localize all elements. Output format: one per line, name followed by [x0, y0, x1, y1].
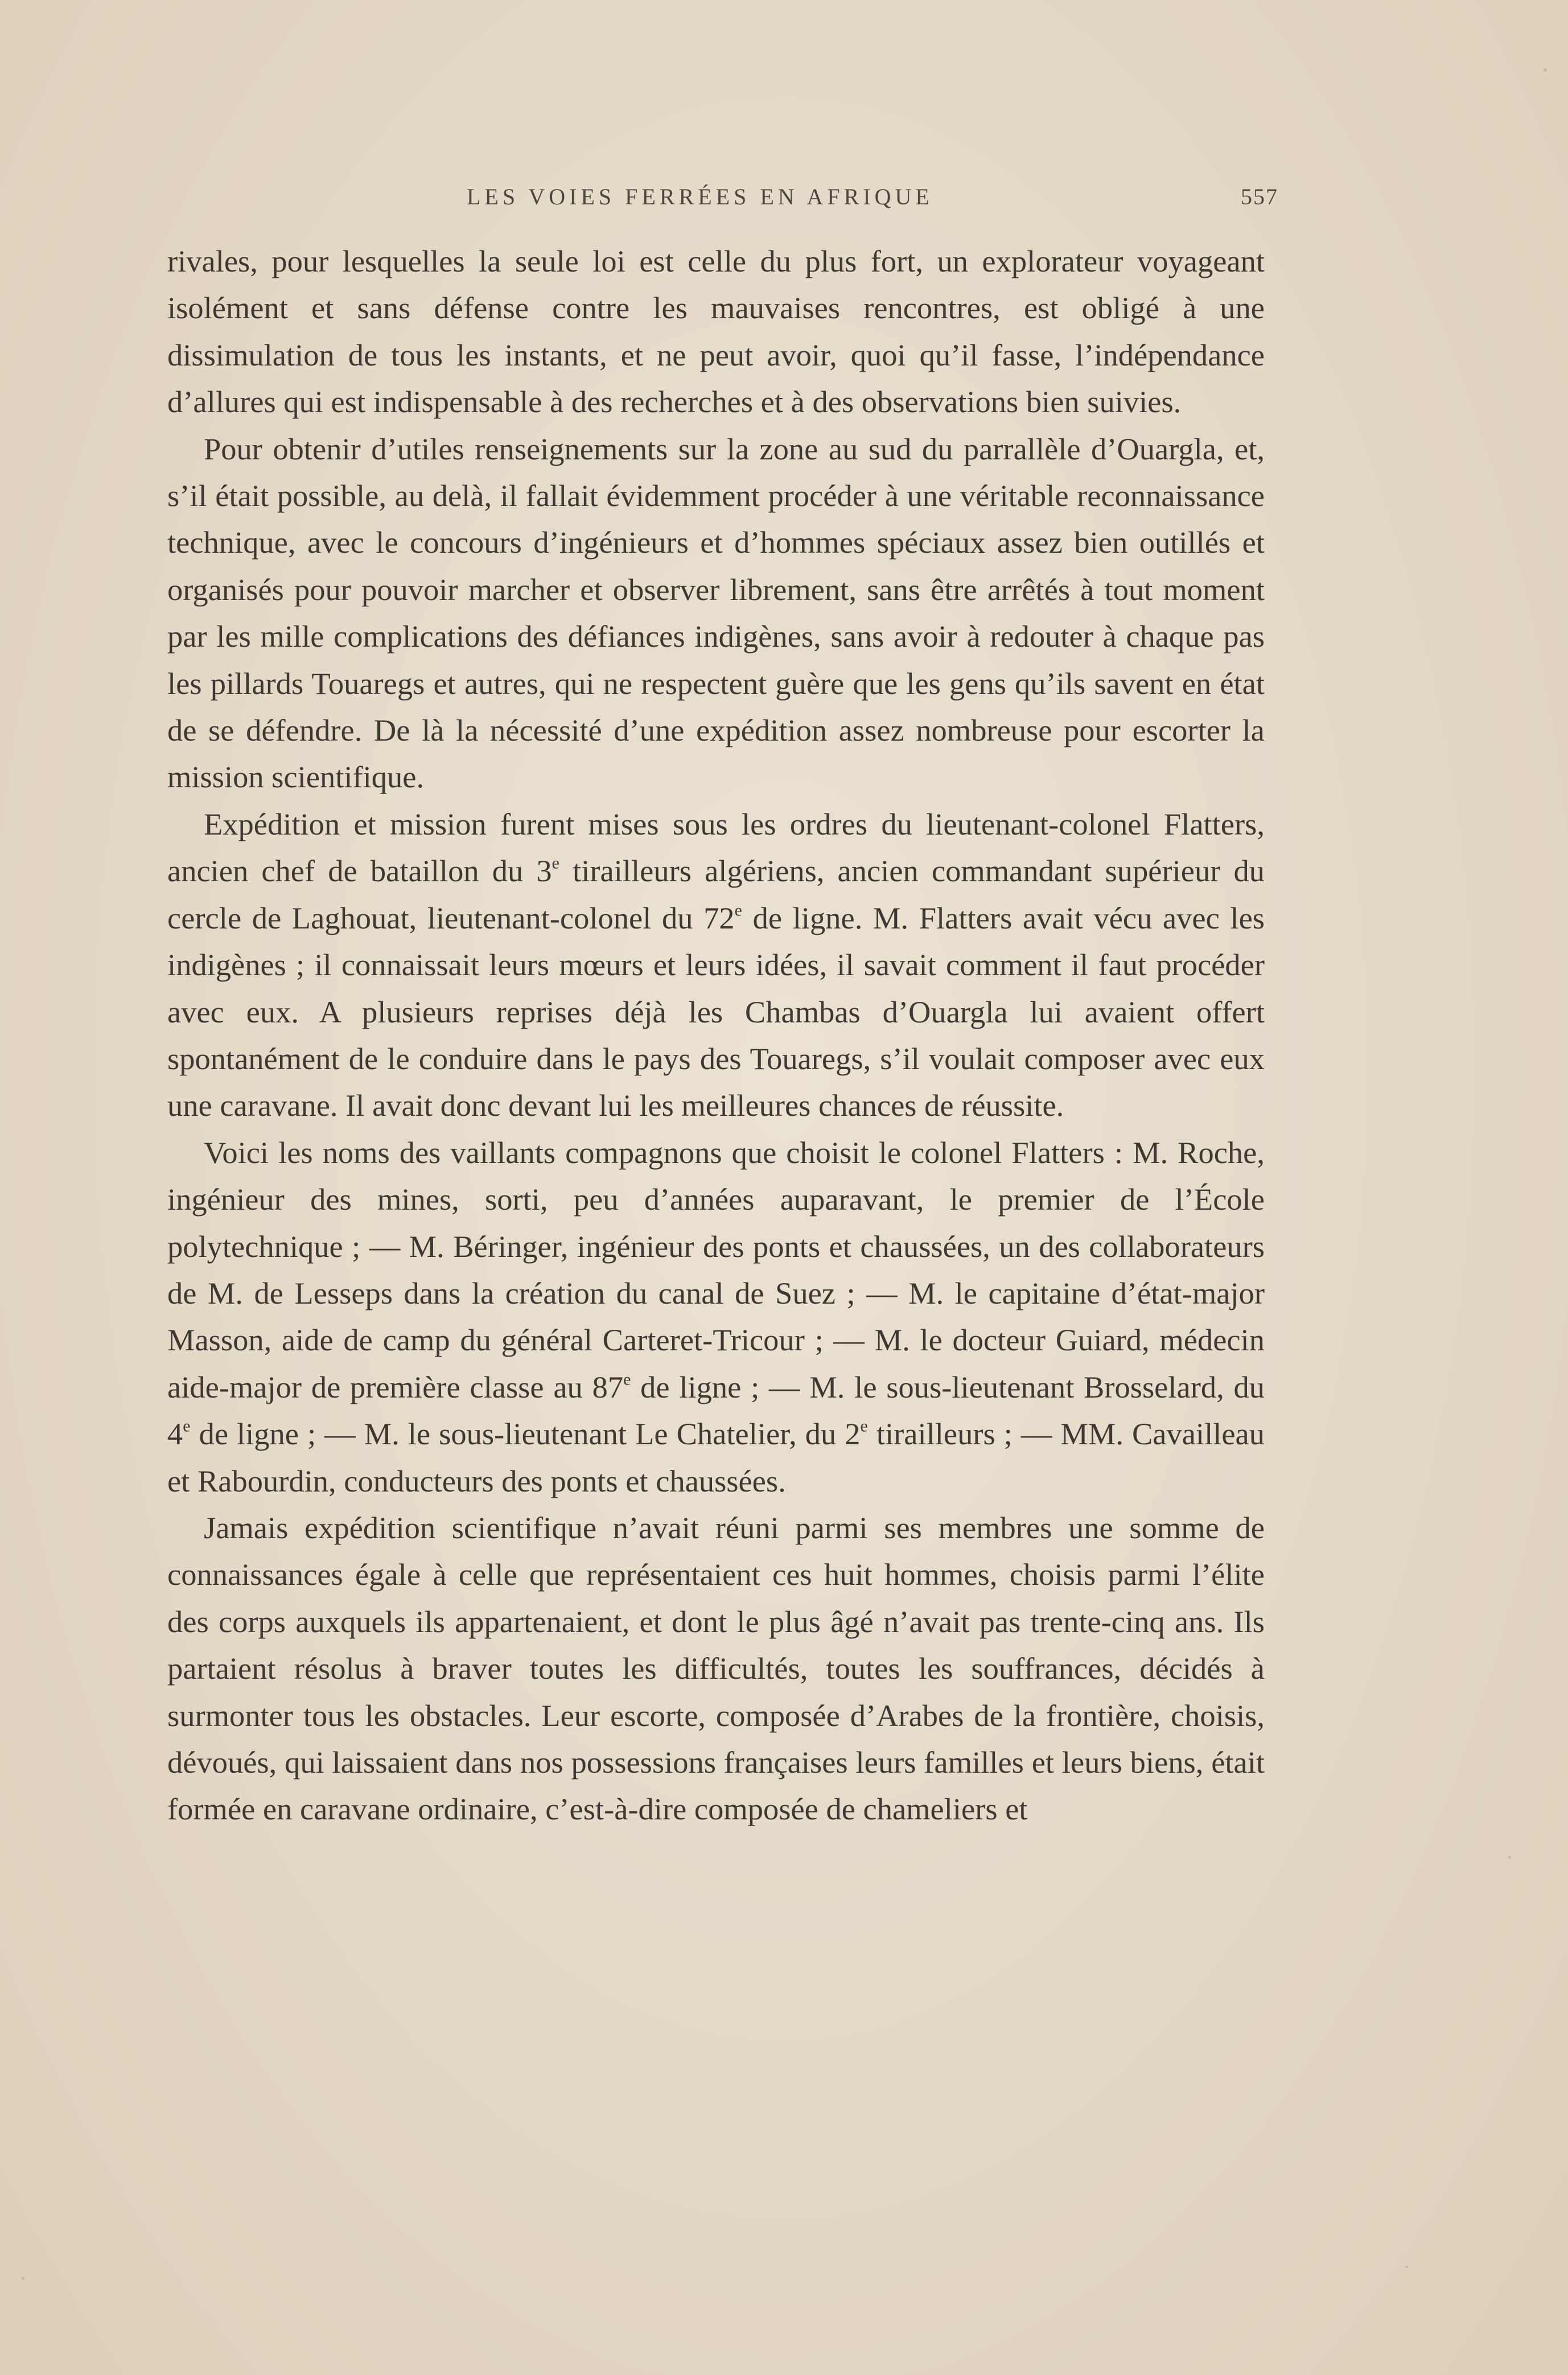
running-header: [175, 183, 1278, 217]
text-run: de ligne. M. Flatters avait vécu avec les indigènes ; il connaissait leurs mœurs et leurs idées, il savait comment il faut procéder avec eux. A plusieurs reprises déjà les Chambas d’Ouargla lui avaient offert spontanément de le conduire dans le pays des Touaregs, s’il voulait composer avec eux une caravane. Il avait donc devant lui les meilleures chances de réussite.: [167, 900, 1265, 1123]
paragraph: [167, 1129, 1265, 1505]
text-run: tirailleurs ; — MM. Cavailleau et Rabourdin, conducteurs des ponts et chaussées.: [167, 1416, 1265, 1498]
text-run: tirailleurs algériens, ancien commandant supérieur du cercle de Laghouat, lieutenant-colonel du 72: [167, 853, 1265, 935]
text-run: Expédition et mission furent mises sous les ordres du lieutenant-colonel Flatters, ancien chef de bataillon du 3: [167, 806, 1265, 889]
paper-speck: [1544, 68, 1547, 72]
text-run: de ligne ; — M. le sous-lieutenant Le Chatelier, du 2: [190, 1416, 861, 1452]
superscript: e: [183, 1416, 191, 1436]
text-run: Voici les noms des vaillants compagnons que choisit le colonel Flatters : M. Roche, ingénieur des mines, sorti, peu d’années auparavant, le premier de l’École polytechnique ; — M. Béringer, ingénieur des ponts et chaussées, un des collaborateurs de M. de Lesseps dans la création du canal de Suez ; — M. le capitaine d’état-major Masson, aide de camp du général Carteret-Tricour ; — M. le docteur Guiard, médecin aide-major de première classe au 87: [167, 1135, 1265, 1404]
superscript: e: [734, 901, 742, 920]
superscript: e: [623, 1370, 631, 1389]
superscript: e: [552, 853, 559, 873]
paper-speck: [1406, 2266, 1408, 2268]
running-title: LES VOIES FERRÉES EN AFRIQUE: [467, 184, 933, 209]
text-run: de ligne ; — M. le sous-lieutenant Brosselard, du 4: [167, 1369, 1265, 1452]
paragraph: Jamais expédition scientifique n’avait réuni parmi ses membres une somme de connaissances égale à celle que représentaient ces huit hommes, choisis parmi l’élite des corps auxquels ils appartenaient, et dont le plus âgé n’avait pas trente-cinq ans. Ils partaient résolus à braver toutes les difficultés, toutes les souffrances, décidés à surmonter tous les obstacles. Leur escorte, composée d’Arabes de la frontière, choisis, dévoués, qui laissaient dans nos possessions françaises leurs familles et leurs biens, était formée en caravane ordinaire, c’est-à-dire composée de chameliers et: [167, 1510, 1265, 1827]
paragraph: rivales, pour lesquelles la seule loi est celle du plus fort, un explorateur voyageant isolément et sans défense contre les mauvaises rencontres, est obligé à une dissimulation de tous les instants, et ne peut avoir, quoi qu’il fasse, l’indépendance d’allures qui est indispensable à des recherches et à des observations bien suivies.: [167, 244, 1265, 420]
paper-speck: [22, 2277, 24, 2280]
paragraph: [167, 801, 1265, 1129]
superscript: e: [860, 1416, 868, 1436]
body-text: [167, 238, 1265, 1833]
page-number: 557: [1241, 184, 1278, 209]
paper-speck: [1508, 1856, 1511, 1859]
paragraph: Pour obtenir d’utiles renseignements sur la zone au sud du parrallèle d’Ouargla, et, s’il était possible, au delà, il fallait évidemment procéder à une véritable reconnaissance technique, avec le concours d’ingénieurs et d’hommes spéciaux assez bien outillés et organisés pour pouvoir marcher et observer librement, sans être arrêtés à tout moment par les mille complications des défiances indigènes, sans avoir à redouter à chaque pas les pillards Touaregs et autres, qui ne respectent guère que les gens qu’ils savent en état de se défendre. De là la nécessité d’une expédition assez nombreuse pour escorter la mission scientifique.: [167, 431, 1265, 795]
